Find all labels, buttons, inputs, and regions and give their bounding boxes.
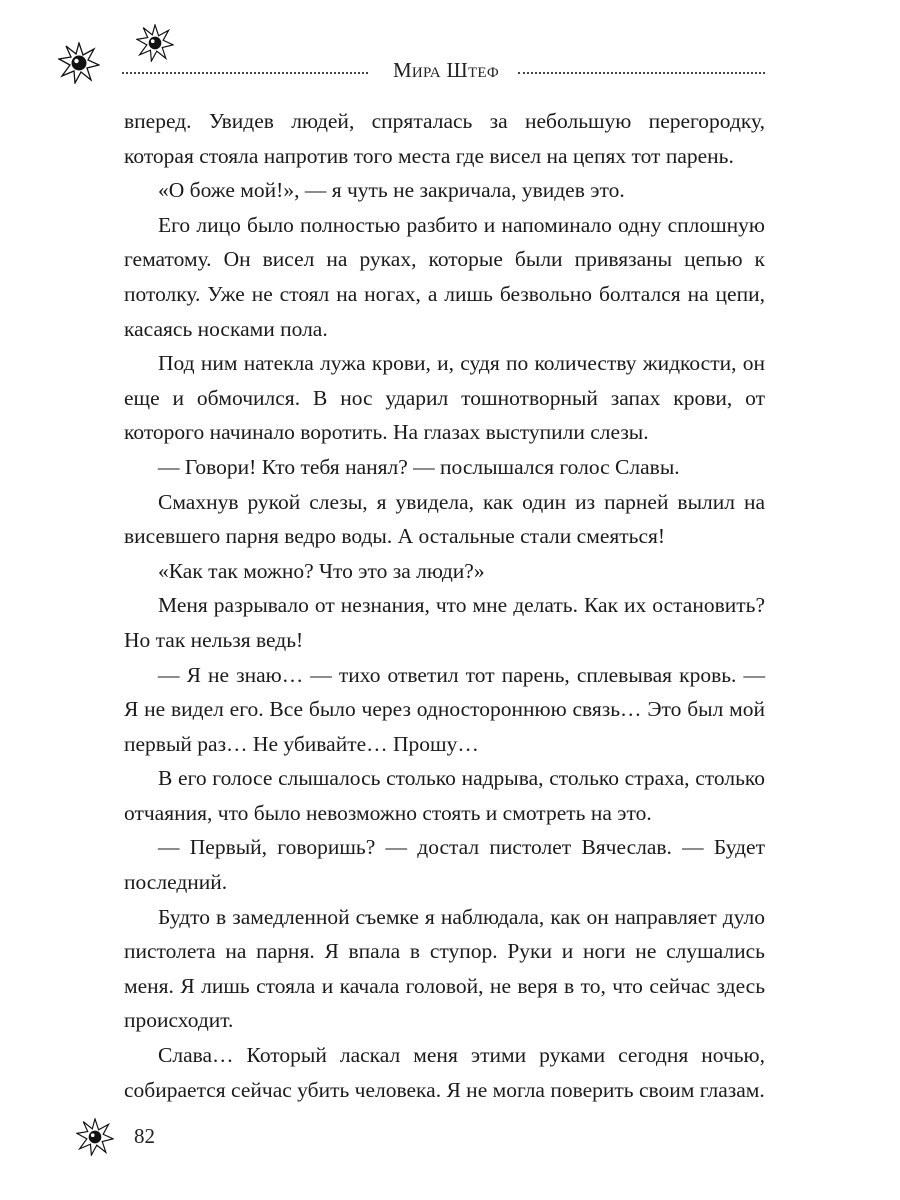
- paragraph: Слава… Который ласкал меня этими руками сегодня ночью, собирается сейчас убить человека. Я не могла поверить своим глазам.: [124, 1043, 765, 1102]
- paragraph: — Первый, говоришь? — достал пистолет Вячеслав. — Будет последний.: [124, 835, 765, 895]
- header-rule-left: [122, 72, 368, 74]
- paragraph: «Как так можно? Что это за люди?»: [158, 558, 485, 583]
- paragraph: В его голосе слышалось столько надрыва, столько страха, столько отчаяния, что было невозможно стоять и смотреть на это.: [124, 766, 765, 825]
- header-rule-right: [518, 72, 765, 74]
- bullet-hole-icon: [136, 24, 174, 62]
- page-number: 82: [134, 1124, 155, 1148]
- paragraph: — Говори! Кто тебя нанял? — послышался голос Славы.: [158, 454, 680, 479]
- body-text: [124, 104, 765, 1107]
- paragraph: Его лицо было полностью разбито и напоминало одну сплошную гематому. Он висел на руках, которые были привязаны цепью к потолку. Уже не стоял на ногах, а лишь безвольно болтался на цепи, касаясь носками пола.: [124, 212, 765, 341]
- paragraph: Будто в замедленной съемке я наблюдала, как он направляет дуло пистолета на парня. Я впала в ступор. Руки и ноги не слушались меня. Я лишь стояла и качала головой, не веря в то, что сейчас здесь происходит.: [124, 904, 765, 1033]
- paragraph: — Я не знаю… — тихо ответил тот парень, сплевывая кровь. — Я не видел его. Все было через одностороннюю связь… Это был мой первый раз… Не убивайте… Прошу…: [124, 662, 765, 756]
- paragraph: «О боже мой!», — я чуть не закричала, увидев это.: [158, 178, 625, 203]
- paragraph: Меня разрывало от незнания, что мне делать. Как их остановить? Но так нельзя ведь!: [124, 593, 765, 652]
- bullet-hole-icon: [58, 42, 100, 84]
- paragraph: Под ним натекла лужа крови, и, судя по количеству жидкости, он еще и обмочился. В нос ударил тошнотворный запах крови, от которого начинало воротить. На глазах выступили слезы.: [124, 351, 765, 445]
- paragraph: вперед. Увидев людей, спряталась за небольшую перегородку, которая стояла напротив того места где висел на цепях тот парень.: [124, 109, 765, 168]
- paragraph: Смахнув рукой слезы, я увидела, как один из парней вылил на висевшего парня ведро воды. А остальные стали смеяться!: [124, 489, 765, 549]
- bullet-hole-icon: [76, 1118, 114, 1156]
- running-head-author: Мира Штеф: [392, 58, 500, 82]
